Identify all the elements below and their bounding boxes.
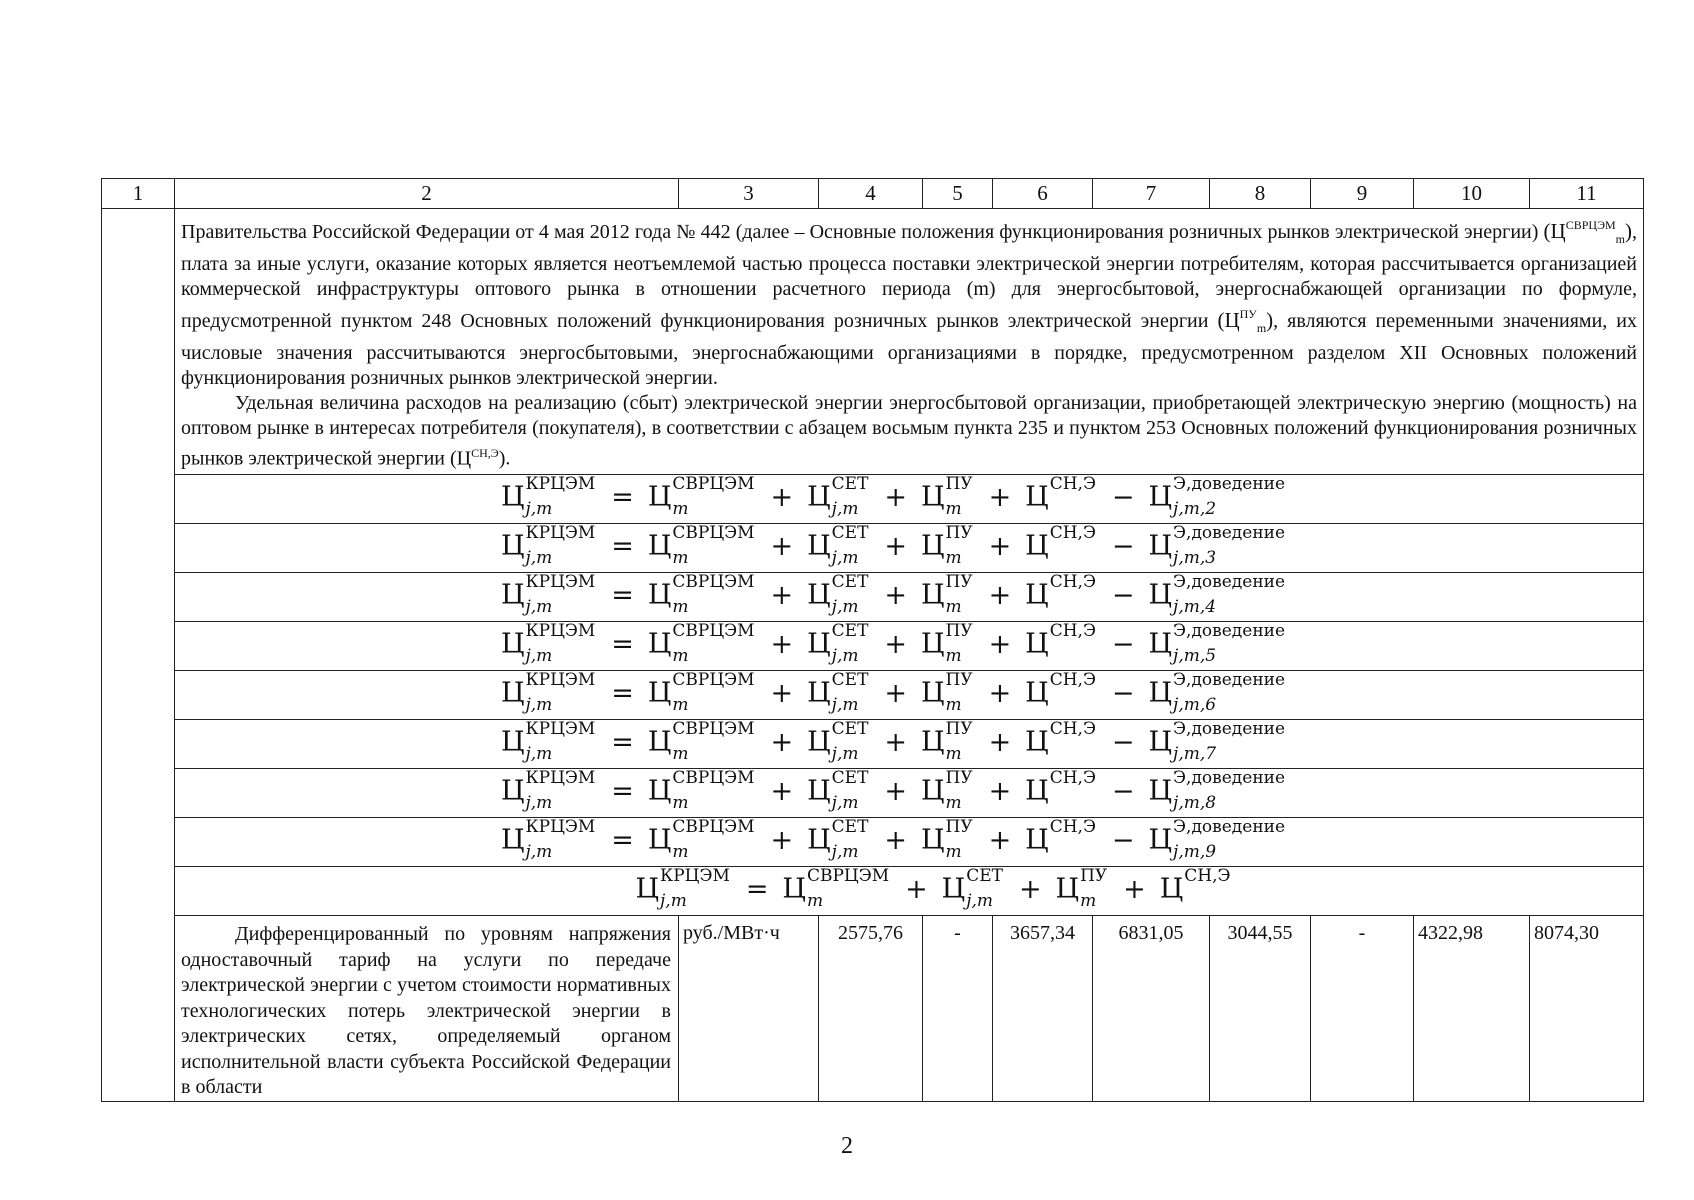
formula-crcem-4: Ц КРЦЭМ j,m = Ц СВРЦЭМ m + Ц СЕТ j,m + Ц ПУ m + Ц СН,Э − Ц Э,доведение j,m,4 [500,572,1286,618]
symbol-c-svrcem: $(Ц^{СВРЦЭМ}_m)$ [1543,218,1633,247]
formula-row [102,622,1644,671]
intro-paragraph2-end: ). [498,448,511,471]
col-header-5: 5 [923,179,993,209]
formula-row [102,867,1644,916]
intro-text-cell [175,209,1644,475]
header-row [102,179,1644,209]
tariff-value-col4: 2575,76 [819,916,923,1102]
tariff-value-col8: 3044,55 [1210,916,1311,1102]
formula-crcem-8: Ц КРЦЭМ j,m = Ц СВРЦЭМ m + Ц СЕТ j,m + Ц ПУ m + Ц СН,Э − Ц Э,доведение j,m,8 [500,768,1286,814]
col-header-2: 2 [175,179,679,209]
tariff-unit: руб./МВт·ч [679,916,819,1102]
col-header-10: 10 [1414,179,1530,209]
tariff-value-col5: - [923,916,993,1102]
row-number-cell [102,209,175,1102]
formula-row [102,720,1644,769]
formula-crcem-5: Ц КРЦЭМ j,m = Ц СВРЦЭМ m + Ц СЕТ j,m + Ц ПУ m + Ц СН,Э − Ц Э,доведение j,m,5 [500,621,1286,667]
col-header-11: 11 [1530,179,1644,209]
col-header-3: 3 [679,179,819,209]
formula-row [102,671,1644,720]
intro-row [102,209,1644,475]
intro-text-part1: Правительства Российской Федерации от 4 мая 2012 года № 442 (далее – Основные положения функционирования розничных рынков электрической энергии) [181,221,1539,243]
col-header-1: 1 [102,179,175,209]
tariff-row [102,916,1644,1102]
symbol-c-pu: $(Ц^{ПУ}_m)$ [1217,307,1274,336]
col-header-7: 7 [1093,179,1210,209]
tariff-table [101,178,1644,1102]
formula-row [102,475,1644,524]
page-number: 2 [841,1133,853,1159]
formula-crcem-6: Ц КРЦЭМ j,m = Ц СВРЦЭМ m + Ц СЕТ j,m + Ц ПУ m + Ц СН,Э − Ц Э,доведение j,m,6 [500,670,1286,716]
tariff-value-col9: - [1311,916,1414,1102]
symbol-c-sne-sup: СН,Э [471,446,499,461]
tariff-description: Дифференцированный по уровням напряжения одноставочный тариф на услуги по передаче электрической энергии с учетом стоимости нормативных технологических потерь электрической энергии в электрических сетях, определяемый органом исполнительной власти субъекта Российской Федерации в области [175,916,679,1102]
tariff-value-col6: 3657,34 [993,916,1093,1102]
col-header-6: 6 [993,179,1093,209]
formula-crcem-2: Ц КРЦЭМ j,m = Ц СВРЦЭМ m + Ц СЕТ j,m + Ц ПУ m + Ц СН,Э − Ц Э,доведение j,m,2 [500,474,1286,520]
formula-row [102,769,1644,818]
intro-paragraph2: Удельная величина расходов на реализацию (сбыт) электрической энергии энергосбытовой организации, приобретающей электрическую энергию (мощность) на оптовом рынке в интересах потребителя (покупателя), в соответствии с абзацем восьмым пункта 235 и пунктом 253 Основных положений функционирования розничных рынков электрической энергии (Ц [181,392,1637,471]
formula-crcem-3: Ц КРЦЭМ j,m = Ц СВРЦЭМ m + Ц СЕТ j,m + Ц ПУ m + Ц СН,Э − Ц Э,доведение j,m,3 [500,523,1286,569]
tariff-value-col10: 4322,98 [1414,916,1530,1102]
formula-row [102,524,1644,573]
formula-crcem-base: Ц КРЦЭМ j,m = Ц СВРЦЭМ m + Ц СЕТ j,m + Ц ПУ m + Ц СН,Э [635,866,1231,912]
intro-text-part2: , плата за иные услуги, оказание которых является неотъемлемой частью процесса поставки электрической энергии потребителям, которая рассчитывается организацией коммерческой инфраструктуры оптового рынка в отношении расчетного периода (m) для энергосбытовой, энергоснабжающей организации по формуле, предусмотренной пунктом 248 Основных положений функционирования розничных рынков электрической энергии [181,221,1638,333]
formula-row [102,573,1644,622]
col-header-4: 4 [819,179,923,209]
intro-text-part3: , являются переменными значениями, их числовые значения рассчитываются энергосбытовыми, энергоснабжающими организациями в порядке, предусмотренном разделом XII Основных положений функционирования розничных рынков электрической энергии. [181,310,1638,390]
tariff-value-col7: 6831,05 [1093,916,1210,1102]
formula-crcem-7: Ц КРЦЭМ j,m = Ц СВРЦЭМ m + Ц СЕТ j,m + Ц ПУ m + Ц СН,Э − Ц Э,доведение j,m,7 [500,719,1286,765]
formula-row [102,818,1644,867]
col-header-8: 8 [1210,179,1311,209]
col-header-9: 9 [1311,179,1414,209]
formula-crcem-9: Ц КРЦЭМ j,m = Ц СВРЦЭМ m + Ц СЕТ j,m + Ц ПУ m + Ц СН,Э − Ц Э,доведение j,m,9 [500,817,1286,863]
tariff-value-col11: 8074,30 [1530,916,1644,1102]
